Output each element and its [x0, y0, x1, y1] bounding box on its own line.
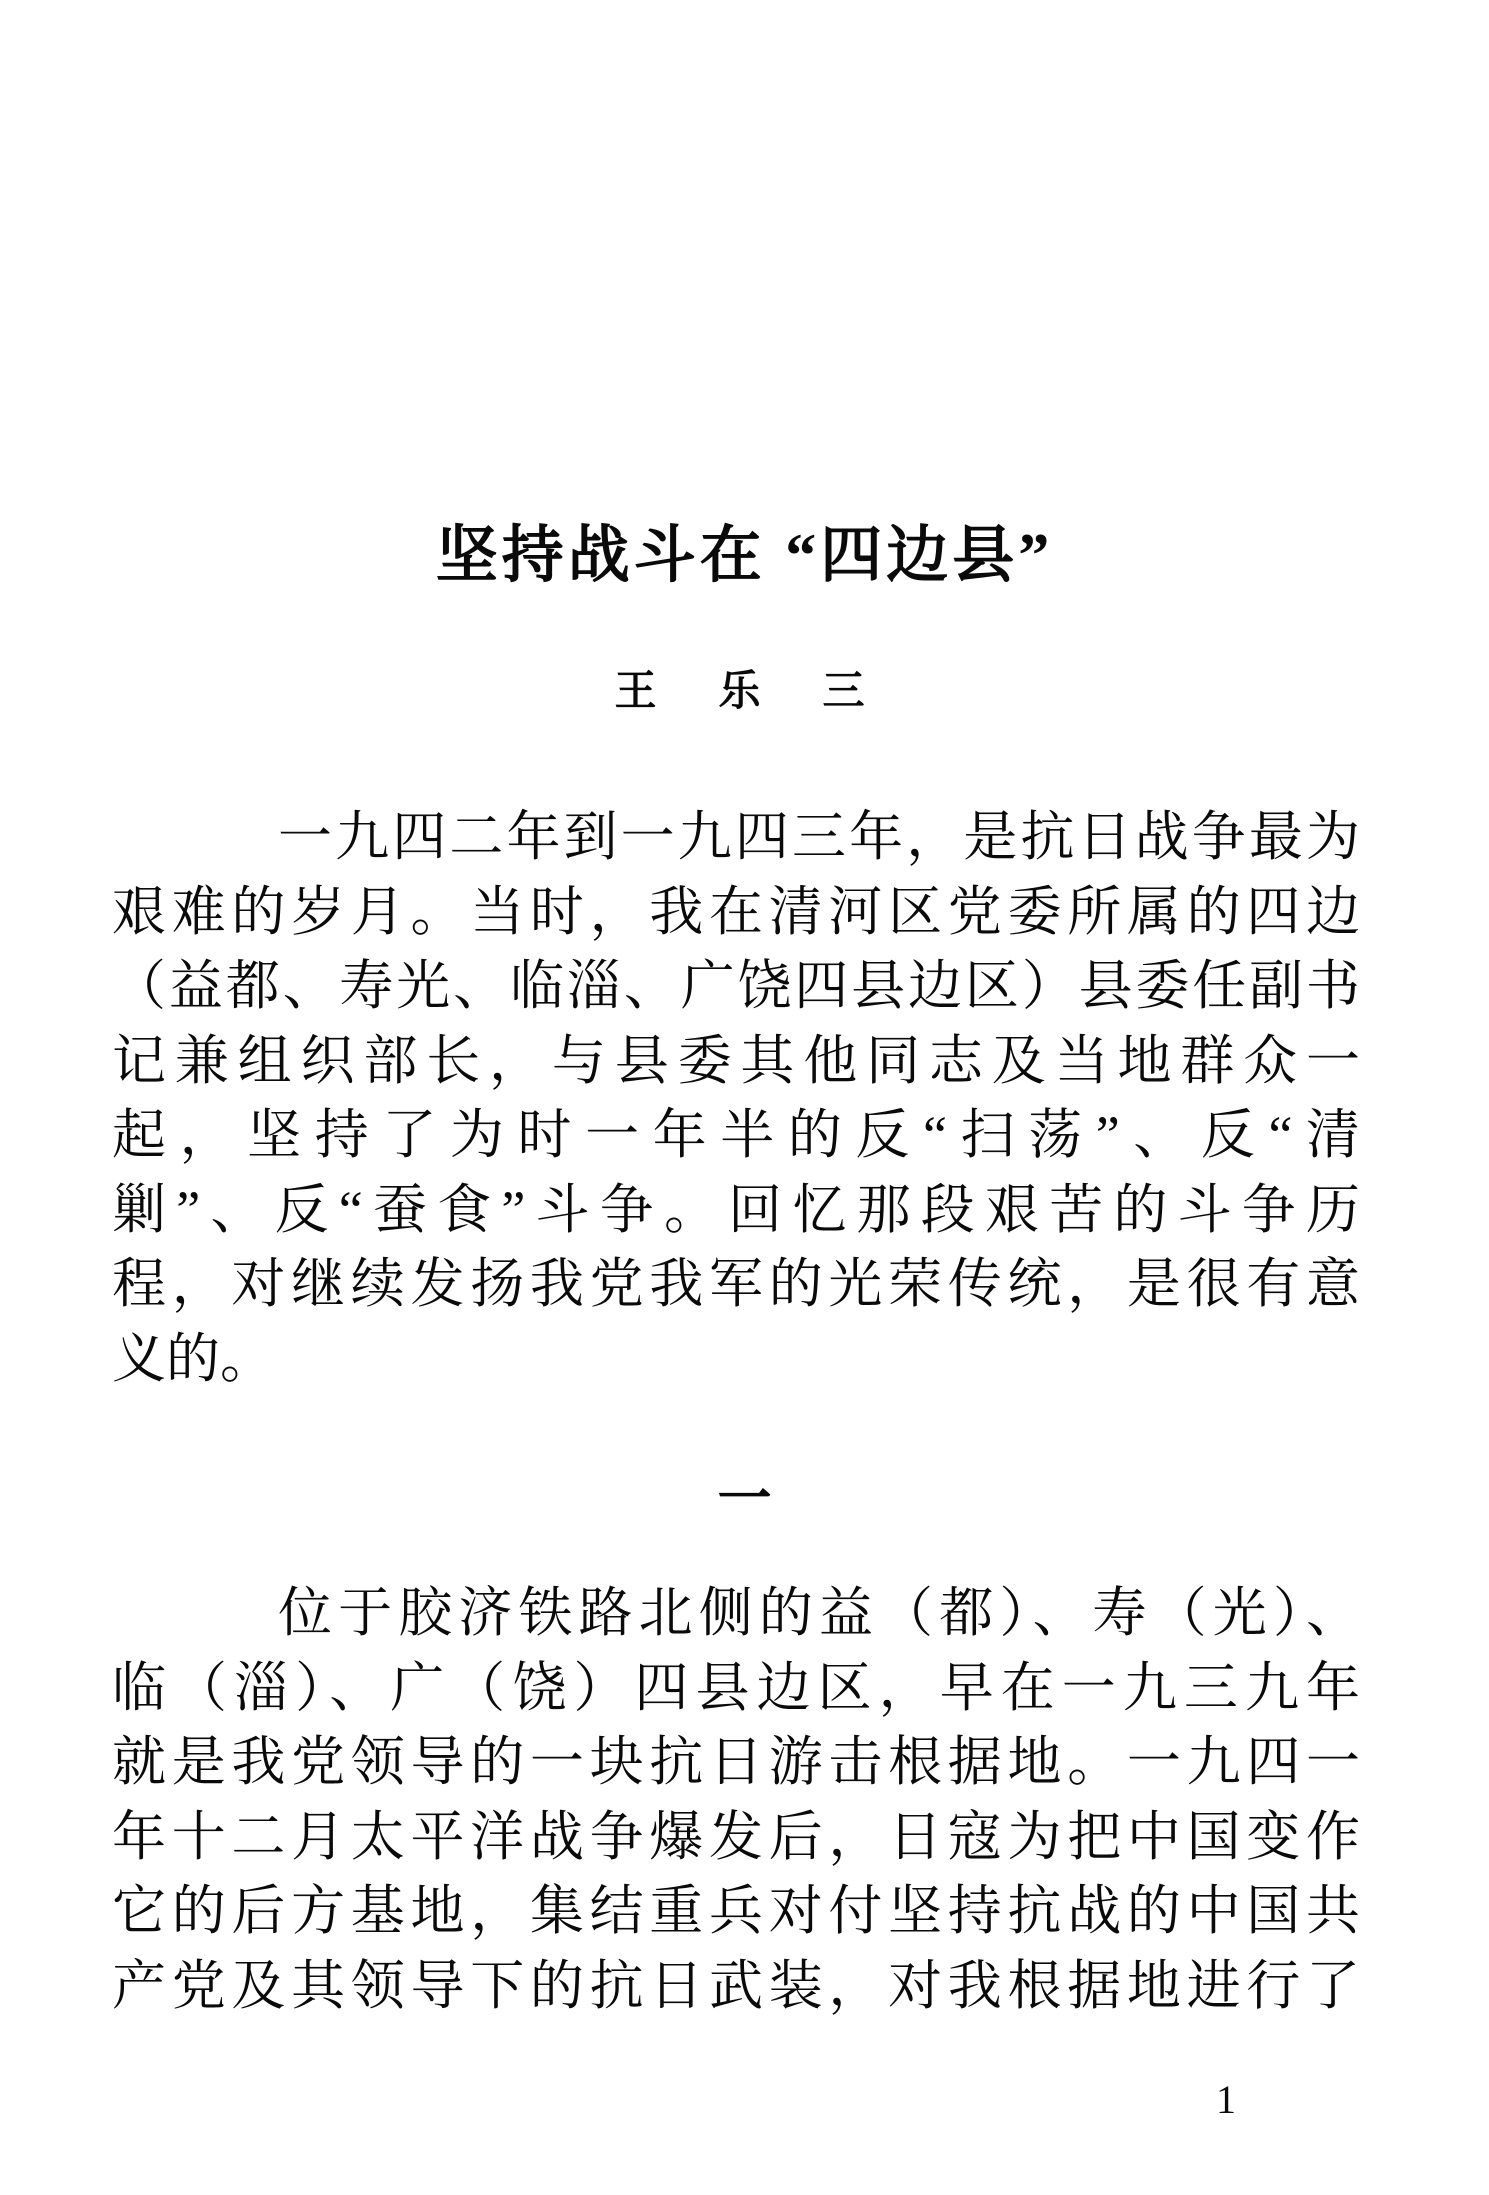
text-line: 就是我党领导的一块抗日游击根据地。一九四一	[112, 1732, 1360, 1792]
page-number: 1	[1216, 2077, 1236, 2122]
text-line: 位于胶济铁路北侧的益（都）、寿（光）、	[278, 1583, 1360, 1643]
text-line: 临（淄）、广（饶）四县边区，早在一九三九年	[112, 1657, 1360, 1718]
text-line: 记兼组织部长，与县委其他同志及当地群众一	[112, 1030, 1360, 1091]
text-line: 它的后方基地，集结重兵对付坚持抗战的中国共	[112, 1881, 1360, 1941]
text-line: 义的。	[112, 1328, 274, 1389]
text-line: 剿”、反“蚕食”斗争。回忆那段艰苦的斗争历	[112, 1179, 1360, 1240]
text-line: 产党及其领导下的抗日武装，对我根据地进行了	[112, 1955, 1360, 2016]
text-line: 年十二月太平洋战争爆发后，日寇为把中国变作	[112, 1806, 1360, 1867]
text-line: 程，对继续发扬我党我军的光荣传统，是很有意	[112, 1254, 1360, 1314]
paragraph-1	[112, 800, 1360, 1396]
text-line: （益都、寿光、临淄、广饶四县边区）县委任副书	[112, 956, 1360, 1016]
text-line: 一九四二年到一九四三年，是抗日战争最为	[278, 807, 1360, 867]
article-title: 坚持战斗在 “四边县”	[435, 522, 1054, 590]
paragraph-2	[112, 1576, 1360, 2023]
text-line: 艰难的岁月。当时，我在清河区党委所属的四边	[112, 881, 1360, 942]
author-name: 王 乐 三	[614, 669, 875, 715]
text-line: 起，坚持了为时一年半的反“扫荡”、反“清	[112, 1105, 1360, 1165]
section-heading-one: 一	[717, 1469, 772, 1529]
